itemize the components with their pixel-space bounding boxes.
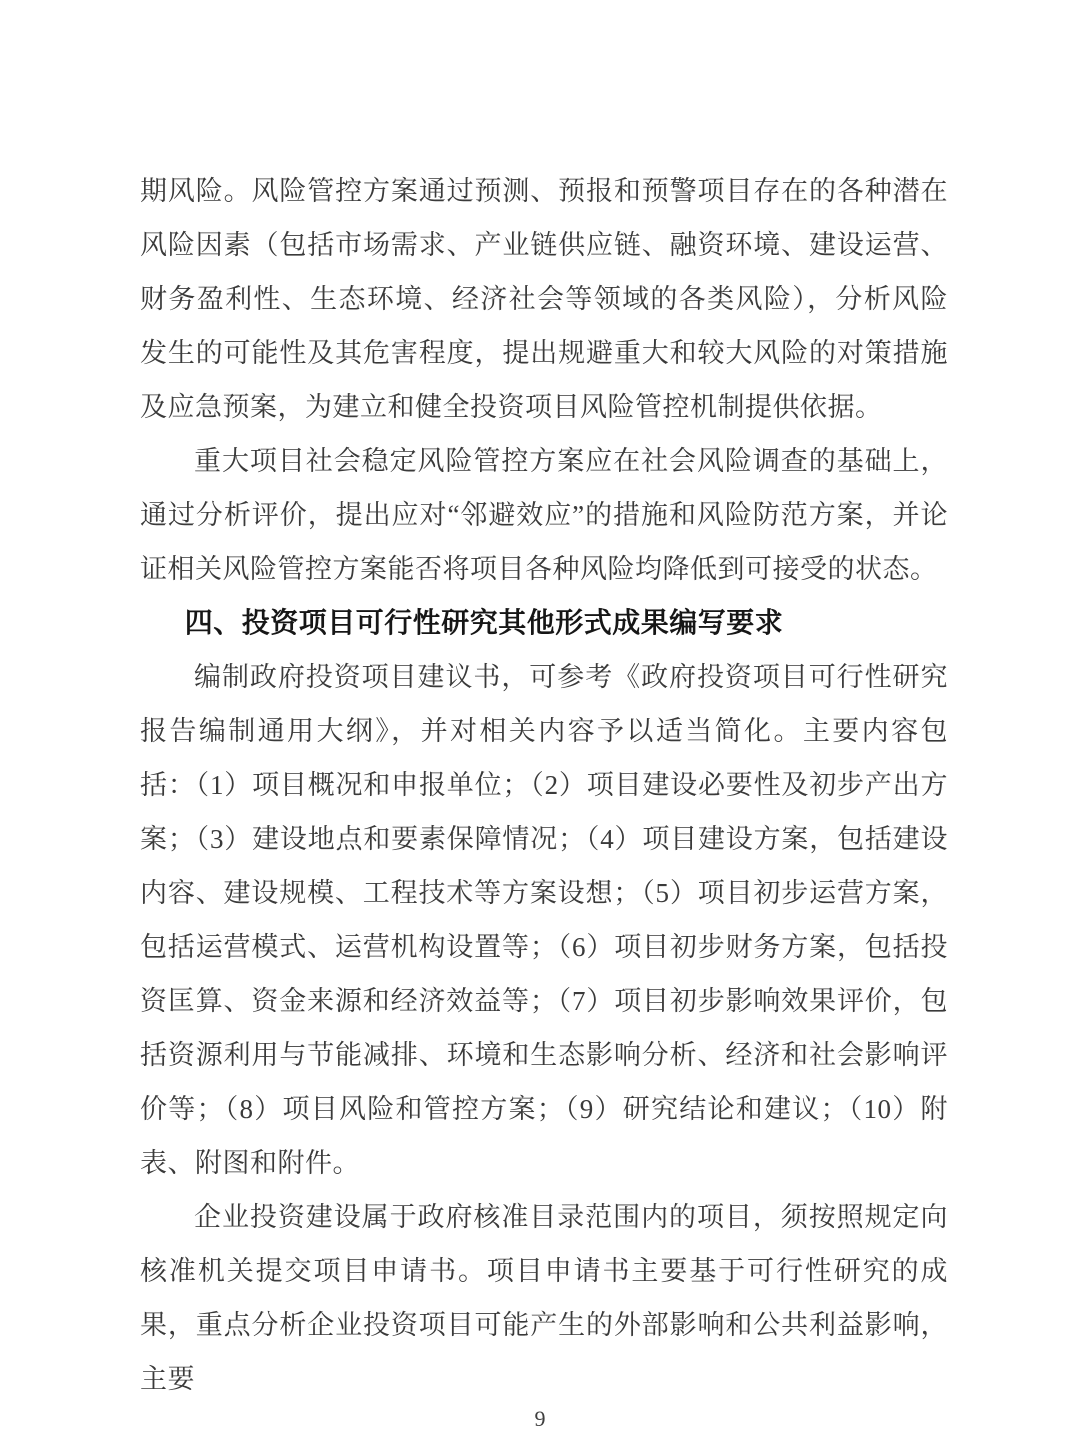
paragraph-risk-control-continued: 期风险。风险管控方案通过预测、预报和预警项目存在的各种潜在风险因素（包括市场需求、产业链供应链、融资环境、建设运营、财务盈利性、生态环境、经济社会等领域的各类风险），分析风险发生的可能性及其危害程度，提出规避重大和较大风险的对策措施及应急预案，为建立和健全投资项目风险管控机制提供依据。 — [140, 176, 948, 422]
paragraph-social-stability-risk: 重大项目社会稳定风险管控方案应在社会风险调查的基础上，通过分析评价，提出应对“邻避效应”的措施和风险防范方案，并论证相关风险管控方案能否将项目各种风险均降低到可接受的状态。 — [140, 446, 948, 584]
section-heading: 四、投资项目可行性研究其他形式成果编写要求 — [184, 607, 784, 638]
page-number: 9 — [534, 1406, 546, 1431]
paragraph-enterprise-investment: 企业投资建设属于政府核准目录范围内的项目，须按照规定向核准机关提交项目申请书。项目申请书主要基于可行性研究的成果，重点分析企业投资项目可能产生的外部影响和公共利益影响，主要 — [140, 1202, 948, 1394]
paragraph-project-proposal-outline: 编制政府投资项目建议书，可参考《政府投资项目可行性研究报告编制通用大纲》，并对相关内容予以适当简化。主要内容包括：（1）项目概况和申报单位；（2）项目建设必要性及初步产出方案；（3）建设地点和要素保障情况；（4）项目建设方案，包括建设内容、建设规模、工程技术等方案设想；（5）项目初步运营方案，包括运营模式、运营机构设置等；（6）项目初步财务方案，包括投资匡算、资金来源和经济效益等；（7）项目初步影响效果评价，包括资源利用与节能减排、环境和生态影响分析、经济和社会影响评价等；（8）项目风险和管控方案；（9）研究结论和建议；（10）附表、附图和附件。 — [140, 662, 948, 1178]
document-body — [140, 164, 948, 1406]
